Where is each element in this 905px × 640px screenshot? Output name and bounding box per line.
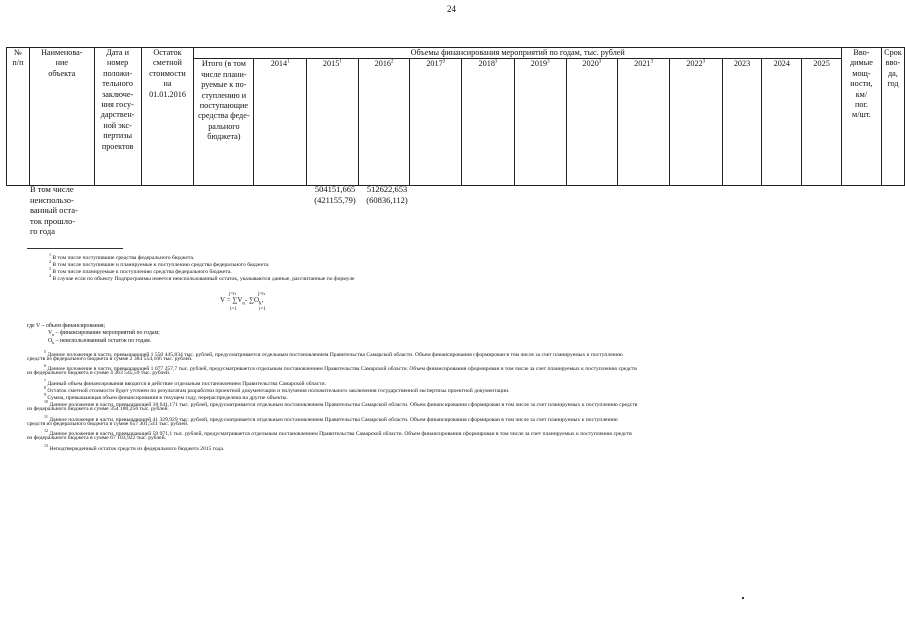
footnote-12: $^{12}$ Данное положение в части, превышающей 59 971,1 тыс. рублей, предусматривается отдельным постановлением Правительства Самарской области. Объем финансирования сформирован в том числе за счет планируемых к поступлению средств: [44, 428, 632, 437]
footnote-11: $^{11}$ Данное положение в части, превышающей 41 329,929 тыс. рублей, предусматривается отдельным постановлением Правительства Самарской области. Объем финансирования сформирован в том числе за счет планируемых к поступлению: [44, 414, 618, 423]
footnote-3: $^3$ В том числе планируемые к поступлению средства федерального бюджета.: [49, 266, 232, 275]
header-capacity: Вво- димые мощ- ности, км/ пог. м/шт.: [842, 48, 882, 186]
header-year: 2022$^3$: [669, 59, 722, 186]
footnote-12-cont: из федерального бюджета в сумме 67 103,922 тыс. рублей.: [27, 435, 167, 441]
footnote-6: $^6$ Данное положение в части, превышающей 1 077 257,7 тыс. рублей, предусматривается отдельным постановлением Правительства Самарской области. Объем финансирования сформирован в том числе за счет планируемых к поступлению средств: [44, 363, 637, 372]
footnote-5-cont: средств из федерального бюджета в сумме 2 384 554,166 тыс. рублей.: [27, 356, 193, 362]
header-year: 2021$^3$: [618, 59, 670, 186]
header-expertise: Дата и номер положи- тельного заключе- ния госу- дарствен- ной экс- пертизы проектов: [94, 48, 141, 186]
header-year: 2020$^3$: [566, 59, 618, 186]
header-year: 2017$^3$: [410, 59, 462, 186]
remainder-2016-value: 512622,653 (60836,112): [366, 184, 408, 205]
remainder-2015-value: 504151,665 (421155,79): [314, 184, 356, 205]
header-year: 2018$^3$: [462, 59, 515, 186]
footnote-2: $^2$ В том числе поступившие и планируемые к поступлению средства федерального бюджета.: [49, 259, 270, 268]
footnote-10: $^{10}$ Данное положение в части, превышающей 18 641,171 тыс. рублей, предусматривается отдельным постановлением Правительства Самарской области. Объем финансирования сформирован в том числе за счет планируемых к поступлению средств: [44, 399, 638, 408]
header-commission-term: Срок вво- да, год: [881, 48, 904, 186]
header-year: 2016$^2$: [358, 59, 410, 186]
footnote-7: $^7$ Данный объем финансирования вводится в действие отдельным постановлением Правительства Самарской области.: [44, 378, 327, 387]
footnote-4: $^4$ В случае если по объекту Подпрограммы имеется неиспользованный остаток, указываются данные, рассчитанные по формуле: [49, 273, 355, 282]
header-year: 2025: [802, 59, 842, 186]
header-year: 2019$^3$: [514, 59, 566, 186]
footnote-10-cont: из федерального бюджета в сумме 354 180,256 тыс. рублей.: [27, 406, 169, 412]
footnote-6-cont: из федерального бюджета в сумме 4 363 545,59 тыс. рублей.: [27, 370, 171, 376]
header-total: Итого (в том числе плани- руемые к по- ступлению и поступающие средства феде- рального бюджета): [194, 59, 254, 186]
header-year: 2023: [722, 59, 762, 186]
footnote-11-cont: средств из федерального бюджета в сумме 657 301,541 тыс. рублей.: [27, 421, 189, 427]
scan-speck: [742, 597, 744, 599]
header-num: № п/п: [7, 48, 30, 186]
page-number: 24: [447, 4, 456, 14]
header-funding-volumes: Объемы финансирования мероприятий по годам, тыс. рублей: [194, 48, 842, 59]
header-year: 2024: [762, 59, 802, 186]
header-year: 2015$^1$: [307, 59, 359, 186]
formula-legend: где V – объем финансирования; $V_n$ – финансирование мероприятий по годам; $O_k$ – неиспользованный остаток по годам.: [27, 323, 160, 346]
header-object-name: Наименова- ние объекта: [29, 48, 94, 186]
footnote-8: $^8$ Остаток сметной стоимости будет уточнен по результатам разработки проектной документации и получения положительного заключения государственной экспертизы проектной документации.: [44, 385, 510, 394]
footnote-13: $^{13}$ Неподтвержденный остаток средств из федерального бюджета 2015 года.: [44, 443, 225, 452]
footnote-separator: [27, 248, 123, 249]
footnote-5: $^5$ Данное положение в части, превышающей 1 550 445,834 тыс. рублей, предусматривается отдельным постановлением Правительства Самарской области. Объем финансирования сформирован в том числе за счет планируемых к поступлению: [44, 349, 623, 358]
header-remaining-cost: Остаток сметной стоимости на 01.01.2016: [141, 48, 194, 186]
remainder-label: В том числе неиспользо- ванный оста- ток прошло- го года: [30, 184, 78, 237]
funding-table: [6, 47, 905, 186]
header-year: 2014$^1$: [254, 59, 307, 186]
footnote-9: $^9$ Сумма, превышающая объем финансирования в текущем году, перераспределена на другие объекты.: [44, 392, 288, 401]
footnote-1: $^1$ В том числе поступившие средства федерального бюджета.: [49, 252, 195, 261]
